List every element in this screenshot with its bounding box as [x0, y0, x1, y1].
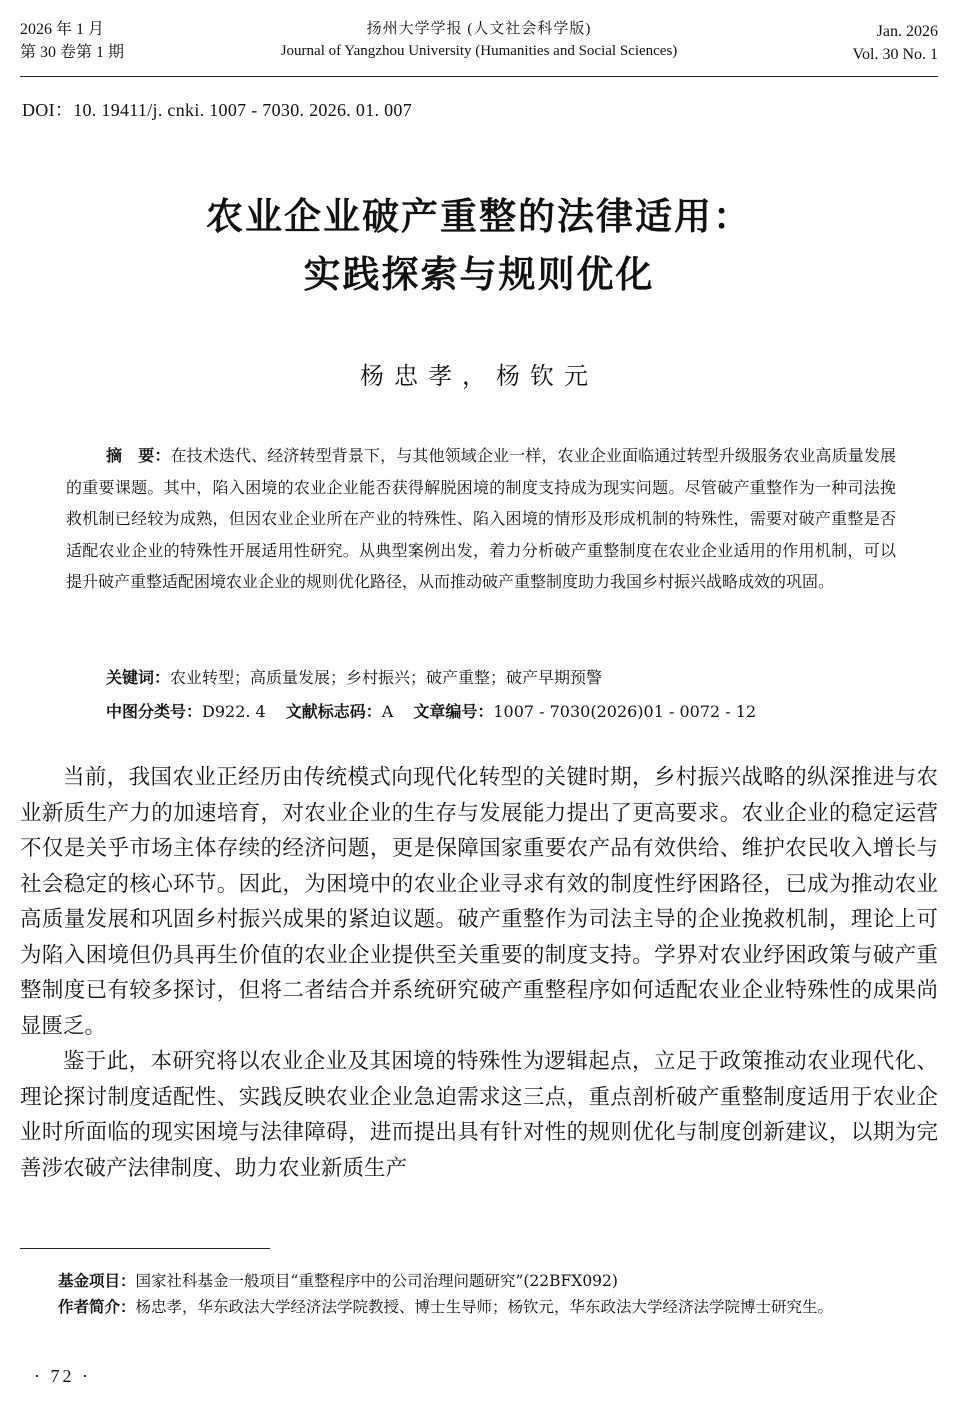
- keywords-text: 农业转型；高质量发展；乡村振兴；破产重整；破产早期预警: [170, 668, 603, 687]
- issue-volume: 第 30 卷第 1 期: [20, 44, 125, 61]
- clc-label: 中图分类号：: [106, 702, 203, 721]
- clc-value: D922. 4: [202, 702, 266, 721]
- fund-note: [58, 1268, 938, 1294]
- issue-date-en: Jan. 2026: [876, 23, 938, 40]
- title-line-1: 农业企业破产重整的法律适用：: [206, 195, 752, 238]
- keywords-label: 关键词：: [106, 668, 171, 687]
- author-note: [58, 1294, 938, 1320]
- classification-line: [106, 699, 918, 725]
- footnote-rule: [20, 1248, 270, 1249]
- authors: 杨忠孝，杨钦元: [360, 362, 598, 390]
- journal-name-cn: 扬州大学学报 (人文社会科学版): [366, 21, 592, 37]
- header-rule: [20, 76, 938, 77]
- issue-info-en: [853, 20, 939, 66]
- abstract: [66, 440, 896, 598]
- article-number-label: 文章编号：: [413, 702, 494, 721]
- issue-volume-en: Vol. 30 No. 1: [852, 46, 938, 63]
- keywords: [106, 665, 918, 691]
- journal-name-en: Journal of Yangzhou University (Humanities and Social Sciences): [280, 43, 678, 59]
- running-header: [20, 14, 938, 72]
- abstract-text: 在技术迭代、经济转型背景下，与其他领域企业一样，农业企业面临通过转型升级服务农业高质量发展的重要课题。其中，陷入困境的农业企业能否获得解脱困境的制度支持成为现实问题。尽管破产重整作为一种司法挽救机制已经较为成熟，但因农业企业所在产业的特殊性、陷入困境的情形及形成机制的特殊性，需要对破产重整是否适配农业企业的特殊性开展适用性研究。从典型案例出发，着力分析破产重整制度在农业企业适用的作用机制，可以提升破产重整适配困境农业企业的规则优化路径，从而推动破产重整制度助力我国乡村振兴战略成效的巩固。: [66, 446, 896, 591]
- fund-label: 基金项目：: [58, 1272, 136, 1290]
- page-number: · 72 ·: [34, 1366, 91, 1386]
- body-text: [20, 760, 938, 1186]
- fund-text: 国家社科基金一般项目“重整程序中的公司治理问题研究”(22BFX092): [135, 1272, 618, 1290]
- body-paragraph-1: 当前，我国农业正经历由传统模式向现代化转型的关键时期，乡村振兴战略的纵深推进与农业新质生产力的加速培育，对农业企业的生存与发展能力提出了更高要求。农业企业的稳定运营不仅是关乎市场主体存续的经济问题，更是保障国家重要农产品有效供给、维护农民收入增长与社会稳定的核心环节。因此，为困境中的农业企业寻求有效的制度性纾困路径，已成为推动农业高质量发展和巩固乡村振兴成果的紧迫议题。破产重整作为司法主导的企业挽救机制，理论上可为陷入困境但仍具再生价值的农业企业提供至关重要的制度支持。学界对农业纾困政策与破产重整制度已有较多探讨，但将二者结合并系统研究破产重整程序如何适配农业企业特殊性的成果尚显匮乏。: [20, 765, 938, 1039]
- issue-date: 2026 年 1 月: [20, 21, 105, 38]
- footnotes: [58, 1268, 938, 1320]
- doc-code-label: 文献标志码：: [285, 702, 382, 721]
- title-line-2: 实践探索与规则优化: [303, 253, 655, 296]
- article-title: [0, 188, 958, 304]
- abstract-label: 摘 要：: [106, 446, 171, 465]
- doi: DOI：10. 19411/j. cnki. 1007 - 7030. 2026. 01. 007: [22, 100, 413, 120]
- author-bio-text: 杨忠孝，华东政法大学经济法学院教授、博士生导师；杨钦元，华东政法大学经济法学院博士研究生。: [135, 1298, 834, 1316]
- author-bio-label: 作者简介：: [58, 1298, 136, 1316]
- journal-name: [20, 18, 938, 62]
- body-paragraph-2: 鉴于此，本研究将以农业企业及其困境的特殊性为逻辑起点，立足于政策推动农业现代化、理论探讨制度适配性、实践反映农业企业急迫需求这三点，重点剖析破产重整制度适用于农业企业时所面临的现实困境与法律障碍，进而提出具有针对性的规则优化与制度创新建议，以期为完善涉农破产法律制度、助力农业新质生产: [20, 1049, 938, 1181]
- doc-code-value: A: [381, 702, 394, 721]
- article-number-value: 1007 - 7030(2026)01 - 0072 - 12: [493, 702, 757, 721]
